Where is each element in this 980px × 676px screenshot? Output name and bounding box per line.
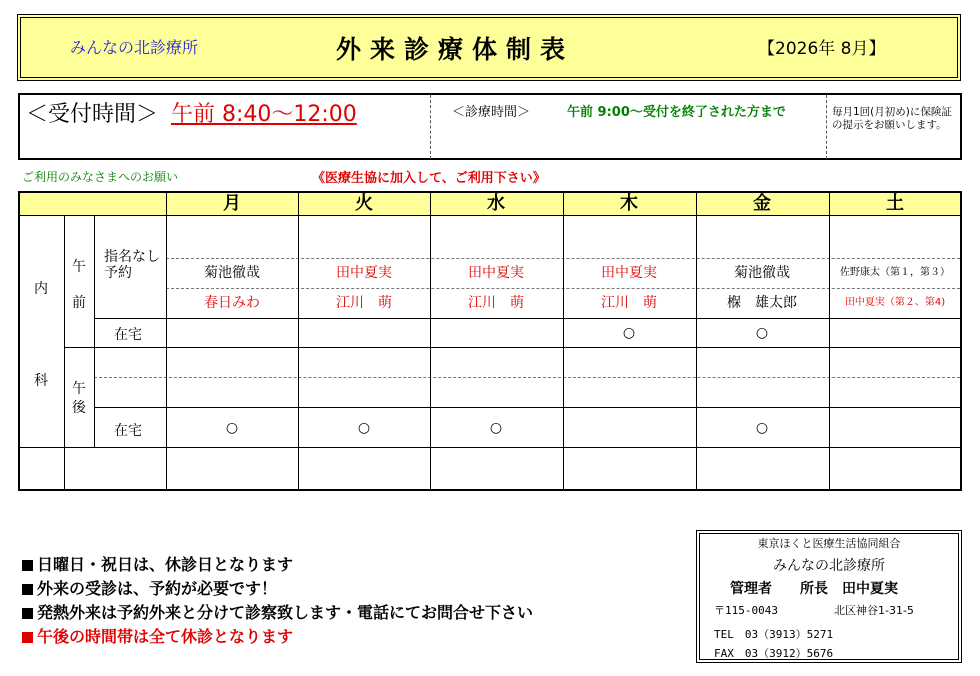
coop-note: 《医療生協に加入して、ご利用下さい》 [312,171,546,186]
doctor-sat-am2: 田中夏実（第２、第4) [844,297,946,308]
doctor-mon-am2: 春日みわ [204,295,260,311]
footer-note-text: 午後の時間帯は全て休診となります [37,627,294,646]
home-visit-fri-am: ○ [755,325,769,341]
square-bullet-icon [22,584,33,595]
phone-number: TEL 03（3913）5271 [714,628,834,641]
day-header-wed: 水 [487,193,505,214]
hours-divider [430,95,431,159]
afternoon-label: 午 [72,381,86,397]
home-visit-label: 在宅 [114,423,142,439]
organization-name: 東京ほくと医療生活協同組合 [757,537,901,550]
day-header-tue: 火 [355,193,373,214]
day-header-thu: 木 [620,193,638,214]
afternoon-label: 後 [72,400,86,416]
department-label: 科 [34,373,48,389]
square-bullet-icon [22,632,33,643]
row-divider [94,407,960,408]
morning-label: 午 [72,259,86,275]
doctor-fri-am2: 椺 雄太郎 [727,295,797,311]
home-visit-mon-pm: ○ [225,420,239,436]
col-divider [94,215,95,447]
doctor-wed-am2: 江川 萌 [468,295,524,311]
row-divider [94,318,960,319]
col-divider [64,215,65,489]
doctor-mon-am1: 菊池徹哉 [204,265,260,281]
square-bullet-icon [22,560,33,571]
notice-text: ご利用のみなさまへのお願い [22,170,179,184]
footer-note [22,576,277,599]
doctor-fri-am1: 菊池徹哉 [734,265,790,281]
col-divider [829,193,830,489]
hours-divider [826,95,827,159]
footer-note [22,624,293,647]
insurance-note: 毎月1回(月初め)に保険証の提示をお願いします。 [832,106,952,131]
footer-note-text: 発熱外来は予約外来と分けて診察致します・電話にてお問合せ下さい [37,603,534,622]
doctor-tue-am1: 田中夏実 [336,265,392,281]
home-visit-tue-pm: ○ [357,420,371,436]
doctor-thu-am2: 江川 萌 [601,295,657,311]
row-divider [20,215,960,216]
row-divider [20,447,960,448]
row-divider [94,377,960,378]
footer-note [22,600,533,623]
home-visit-thu-am: ○ [622,325,636,341]
exam-label: ＜診療時間＞ [452,105,531,120]
col-divider [430,193,431,489]
fax-number: FAX 03（3912）5676 [714,647,834,660]
row-divider [64,347,960,348]
footer-note-text: 外来の受診は、予約が必要です！ [37,579,278,598]
postal-code: 〒115-0043 [714,604,778,617]
day-header-fri: 金 [753,193,771,214]
reception-label: ＜受付時間＞ [26,102,159,127]
footer-note-text: 日曜日・祝日は、休診日となります [37,555,294,574]
schedule-period: 【2026年 8月】 [758,39,886,59]
exam-time: 午前 9:00～受付を終了された方まで [567,105,786,120]
doctor-tue-am2: 江川 萌 [336,295,392,311]
footer-note [22,552,293,575]
address-clinic-name: みんなの北診療所 [773,558,885,574]
col-divider [298,193,299,489]
home-visit-fri-pm: ○ [755,420,769,436]
day-header-mon: 月 [223,193,241,214]
doctor-wed-am1: 田中夏実 [468,265,524,281]
street-address: 北区神谷1-31-5 [834,604,914,617]
doctor-thu-am1: 田中夏実 [601,265,657,281]
home-visit-label: 在宅 [114,327,142,343]
page-title: 外来診療体制表 [336,35,575,64]
doctor-sat-am1: 佐野康太（第１，第３） [840,267,950,278]
no-appointment-label: 指名なし予約 [104,249,160,281]
department-label: 内 [34,281,48,297]
morning-label: 前 [72,295,86,311]
col-divider [166,193,167,489]
clinic-name: みんなの北診療所 [70,38,199,57]
day-header-sat: 土 [886,193,904,214]
manager-name: 管理者 所長 田中夏実 [730,581,898,597]
reception-time: 午前 8:40～12:00 [171,102,357,127]
home-visit-wed-pm: ○ [489,420,503,436]
square-bullet-icon [22,608,33,619]
